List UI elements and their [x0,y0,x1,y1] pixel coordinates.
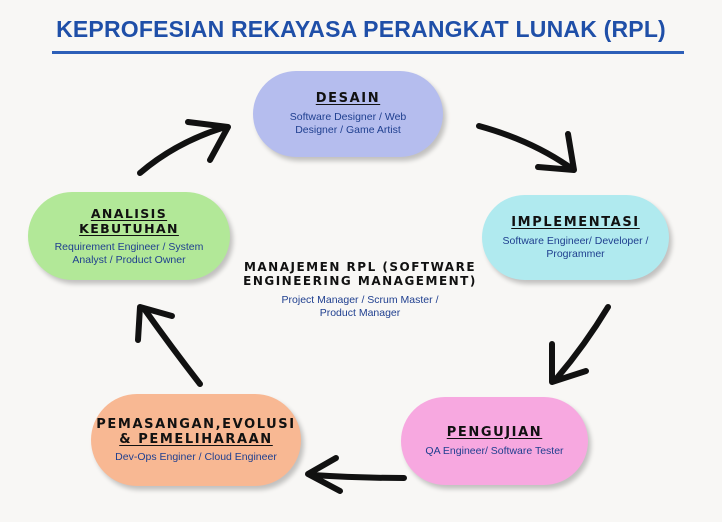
node-pengujian [401,397,588,485]
node-pemasangan-title-line2: & PEMELIHARAAN [119,431,273,447]
diagram-title: KEPROFESIAN REKAYASA PERANGKAT LUNAK (RPL) [56,16,666,42]
node-pemasangan [91,394,301,486]
arrow-implementasi-to-pengujian [552,307,608,382]
arrow-analisis-to-desain [140,122,228,173]
node-pengujian-roles: QA Engineer/ Software Tester [425,444,564,457]
arrow-pemasangan-to-analisis [138,307,200,384]
node-pemasangan-title [96,417,295,447]
node-pemasangan-roles: Dev-Ops Enginer / Cloud Engineer [115,450,277,463]
node-analisis-roles: Requirement Engineer / System Analyst / Product Owner [54,240,204,266]
arrow-desain-to-implementasi [479,126,574,170]
node-desain-roles: Software Designer / Web Designer / Game Artist [289,111,407,136]
center-management [240,261,480,320]
node-pemasangan-title-line1: PEMASANGAN,EVOLUSI [96,416,296,432]
center-roles: Project Manager / Scrum Master / Product Manager [281,294,439,319]
node-desain-title: DESAIN [315,91,381,106]
node-implementasi-title: IMPLEMENTASI [511,214,640,230]
node-implementasi [482,195,669,280]
node-pengujian-title: PENGUJIAN [446,424,543,440]
node-implementasi-roles: Software Engineer/ Developer / Programmer [502,234,649,260]
node-analisis-title: ANALISIS KEBUTUHAN [79,205,179,236]
arrow-pengujian-to-pemasangan [308,458,404,491]
node-analisis [28,192,230,280]
node-desain [253,71,443,157]
center-title: MANAJEMEN RPL (SOFTWARE ENGINEERING MANAGEMENT) [243,260,477,288]
